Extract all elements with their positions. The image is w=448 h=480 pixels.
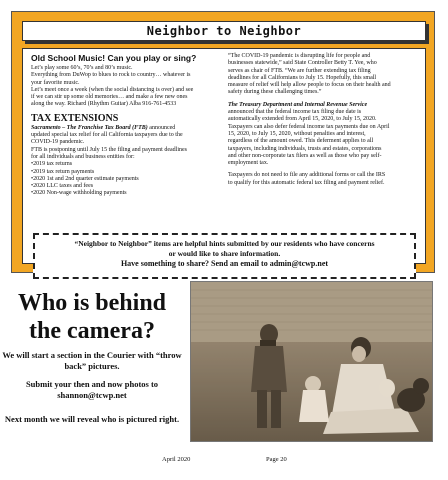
who-title-line-2: the camera? — [29, 318, 155, 344]
who-para-2: Submit your then and now photos to shannon@tcwp.net — [25, 379, 159, 400]
neighbor-section — [11, 11, 435, 273]
irs-line: to qualify for this automatic federal tax filing and payment relief. — [228, 179, 385, 186]
tax-bullet: •2020 LLC taxes and fees — [31, 183, 94, 190]
covid-quote-line: serves as chair of FTB. “We are further extending tax filing — [228, 67, 371, 74]
submission-notice — [33, 233, 416, 279]
banner-title: Neighbor to Neighbor — [146, 24, 302, 38]
who-para-1: We will start a section in the Courier with “throw back” pictures. — [2, 350, 182, 371]
treasury-line: employment tax. — [228, 160, 269, 167]
treasury-subhead: The Treasury Department and Internal Revenue Service — [228, 101, 368, 108]
tax-line: FTB is postponing until July 15 the filing and payment deadlines — [31, 146, 187, 153]
right-column — [228, 53, 420, 187]
notice-line-2: or would like to share information. — [168, 249, 281, 258]
treasury-line: Taxpayers can also defer federal income tax payments due on April — [228, 123, 390, 130]
notice-line-1: “Neighbor to Neighbor” items are helpful hints submitted by our residents who have concerns — [74, 239, 375, 248]
covid-quote-line: businesses statewide,” said State Controller Betty T. Yee, who — [228, 60, 377, 67]
tax-bullet: •2019 tax return payments — [31, 168, 95, 175]
treasury-line: regardless of the amount owed. This deferment applies to all — [228, 138, 374, 145]
content-panel — [22, 48, 426, 268]
section-banner — [22, 21, 426, 41]
tax-line: for all individuals and business entities for: — [31, 153, 135, 160]
tax-lead — [31, 125, 219, 132]
who-title — [0, 289, 184, 345]
tax-lead-bold: Sacramento – The Franchise Tax Board (FTB) — [31, 124, 148, 131]
irs-line: Taxpayers do not need to file any additional forms or call the IRS — [228, 172, 386, 179]
who-title-line-1: Who is behind — [17, 290, 167, 316]
tax-line: COVID-19 pandemic. — [31, 139, 85, 146]
treasury-line: 15, 2020, to July 15, 2020, without penalties and interest, — [228, 130, 366, 137]
footer-date: April 2020 — [162, 456, 191, 463]
old-school-line: Let’s play some 60’s, 70’s and 80’s music. — [31, 65, 133, 71]
notice-line-3: Have something to share? Send an email to admin@tcwp.net — [120, 259, 329, 268]
treasury-line: taxpayers, including individuals, trusts and estates, corporations — [228, 145, 382, 152]
treasury-line: announced that the federal income tax filing due date is — [228, 109, 362, 116]
tax-heading: TAX EXTENSIONS — [31, 112, 119, 124]
old-school-heading: Old School Music! Can you play or sing? — [31, 53, 197, 63]
footer-page: Page 20 — [266, 456, 287, 463]
tax-bullet: •2019 tax returns — [31, 161, 73, 168]
tax-bullet: •2020 1st and 2nd quarter estimate payments — [31, 175, 139, 182]
covid-quote-line: “The COVID-19 pandemic is disrupting life for people and — [228, 53, 371, 59]
who-para-3: Next month we will reveal who is pictured right. — [4, 414, 180, 424]
covid-quote-line: safety during these challenging times.” — [228, 89, 322, 96]
old-school-line: along the way. Richard (Rhythm Guitar) Alba 916-761-4533 — [31, 101, 177, 108]
tax-lead-rest: announced — [147, 124, 176, 131]
covid-quote-line: deadlines for all Californians to July 15. Hopefully, this small — [228, 74, 377, 81]
old-school-line: Everything from DuWop to blues to rock to country… whatever is — [31, 72, 191, 79]
tax-line: updated special tax relief for all California taxpayers due to the — [31, 132, 183, 139]
old-school-line: if we can stir up some old memories… and make a few new ones — [31, 94, 188, 101]
tax-bullet: •2020 Non-wage withholding payments — [31, 190, 127, 197]
old-school-line: Let’s meet once a week (when the social distancing is over) and see — [31, 86, 194, 93]
vintage-family-photo — [190, 281, 433, 442]
treasury-line: and other non-corporate tax filers as well as those who pay self- — [228, 152, 382, 159]
covid-quote-line: measure of relief will help allow people to focus on their health and — [228, 82, 391, 89]
treasury-line: automatically extended from April 15, 2020, to July 15, 2020. — [228, 116, 377, 123]
left-column — [31, 53, 219, 198]
old-school-line: your favorite music. — [31, 79, 80, 86]
